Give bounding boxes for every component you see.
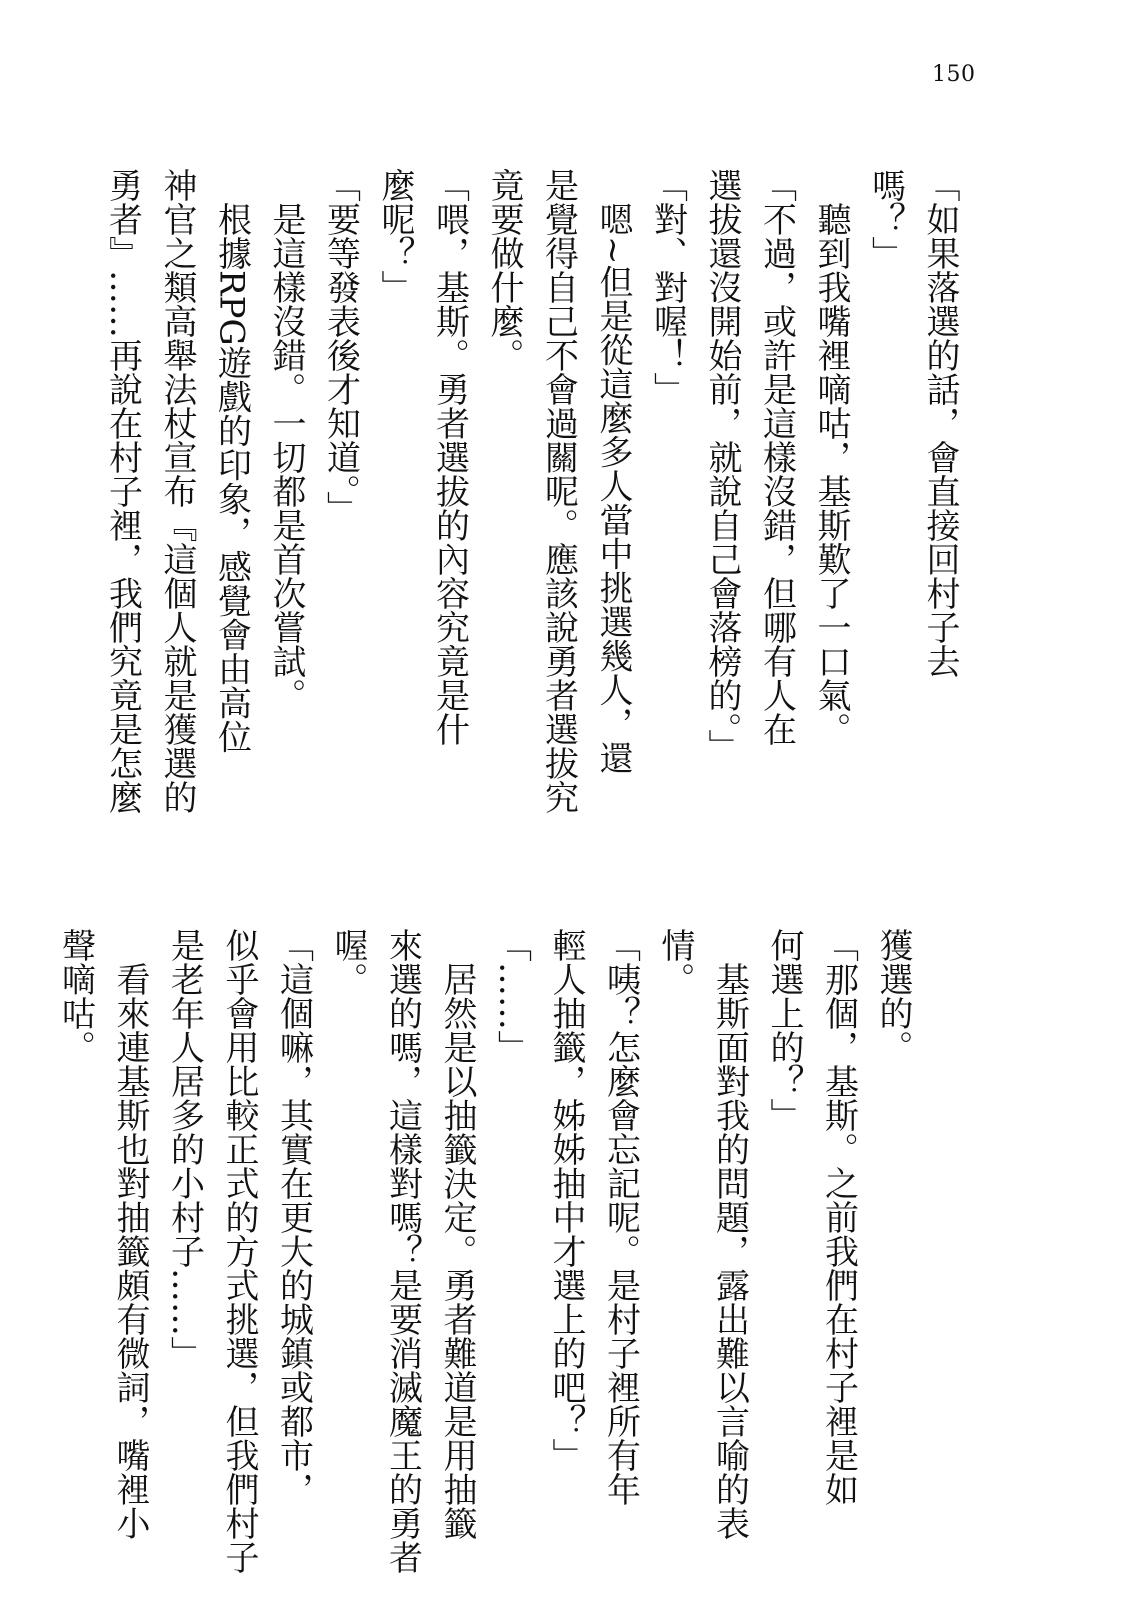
text-line: 「……」 — [491, 928, 532, 1064]
text-line: 來選的嗎，這樣對嗎？是要消滅魔王的勇者 — [382, 928, 423, 1574]
text-line: 嗯~但是從這麼多人當中挑選幾人，還 — [593, 202, 633, 775]
text-line: 麼呢？」 — [375, 168, 415, 304]
text-line: 輕人抽籤，姊姊抽中才選上的吧？」 — [546, 928, 586, 1472]
text-line: 是這樣沒錯。一切都是首次嘗試。 — [266, 202, 306, 712]
text-line: 似乎會用比較正式的方式挑選，但我們村子 — [219, 928, 259, 1574]
text-line: 「要等發表後才知道。」 — [320, 168, 361, 525]
text-line: 「不過，或許是這樣沒錯，但哪有人在 — [756, 168, 797, 746]
text-line: 「如果落選的話，會直接回村子去 — [920, 168, 960, 678]
text-line: 喔。 — [328, 928, 368, 996]
text-line: 勇者』……再說在村子裡，我們究竟是怎麼 — [102, 168, 143, 814]
text-line: 嗎？」 — [865, 168, 906, 270]
top-text-block — [102, 168, 967, 814]
text-line: 根據RPG遊戲的印象，感覺會由高位 — [211, 202, 252, 754]
text-line: 是老年人居多的小村子……」 — [164, 928, 205, 1370]
text-line: 基斯面對我的問題，露出難以言喻的表 — [709, 962, 750, 1540]
text-line: 「喂，基斯。勇者選拔的內容究竟是什 — [429, 168, 470, 746]
text-line: 「咦？怎麼會忘記呢。是村子裡所有年 — [600, 928, 641, 1506]
text-line: 竟要做什麼。 — [484, 168, 524, 372]
text-line: 「這個嘛，其實在更大的城鎮或都市， — [273, 928, 314, 1506]
page-number: 150 — [932, 62, 976, 87]
text-line: 獲選的。 — [873, 928, 913, 1064]
text-line: 情。 — [655, 928, 695, 996]
text-line: 看來連基斯也對抽籤頗有微詞，嘴裡小 — [110, 962, 150, 1540]
text-line: 聲嘀咕。 — [55, 928, 96, 1064]
text-line: 何選上的？」 — [764, 928, 804, 1132]
text-line: 「那個，基斯。之前我們在村子裡是如 — [818, 928, 859, 1506]
text-line: 是覺得自己不會過關呢。應該說勇者選拔究 — [538, 168, 579, 814]
text-line: 「對、對喔！」 — [647, 168, 688, 406]
text-line: 選拔還沒開始前，就說自己會落榜的。」 — [702, 168, 742, 763]
bottom-text-block — [55, 928, 920, 1574]
text-line: 聽到我嘴裡嘀咕，基斯歎了一口氣。 — [811, 202, 851, 746]
text-line: 神官之類高舉法杖宣布『這個人就是獲選的 — [157, 168, 197, 814]
text-line: 居然是以抽籤決定。勇者難道是用抽籤 — [437, 962, 477, 1540]
